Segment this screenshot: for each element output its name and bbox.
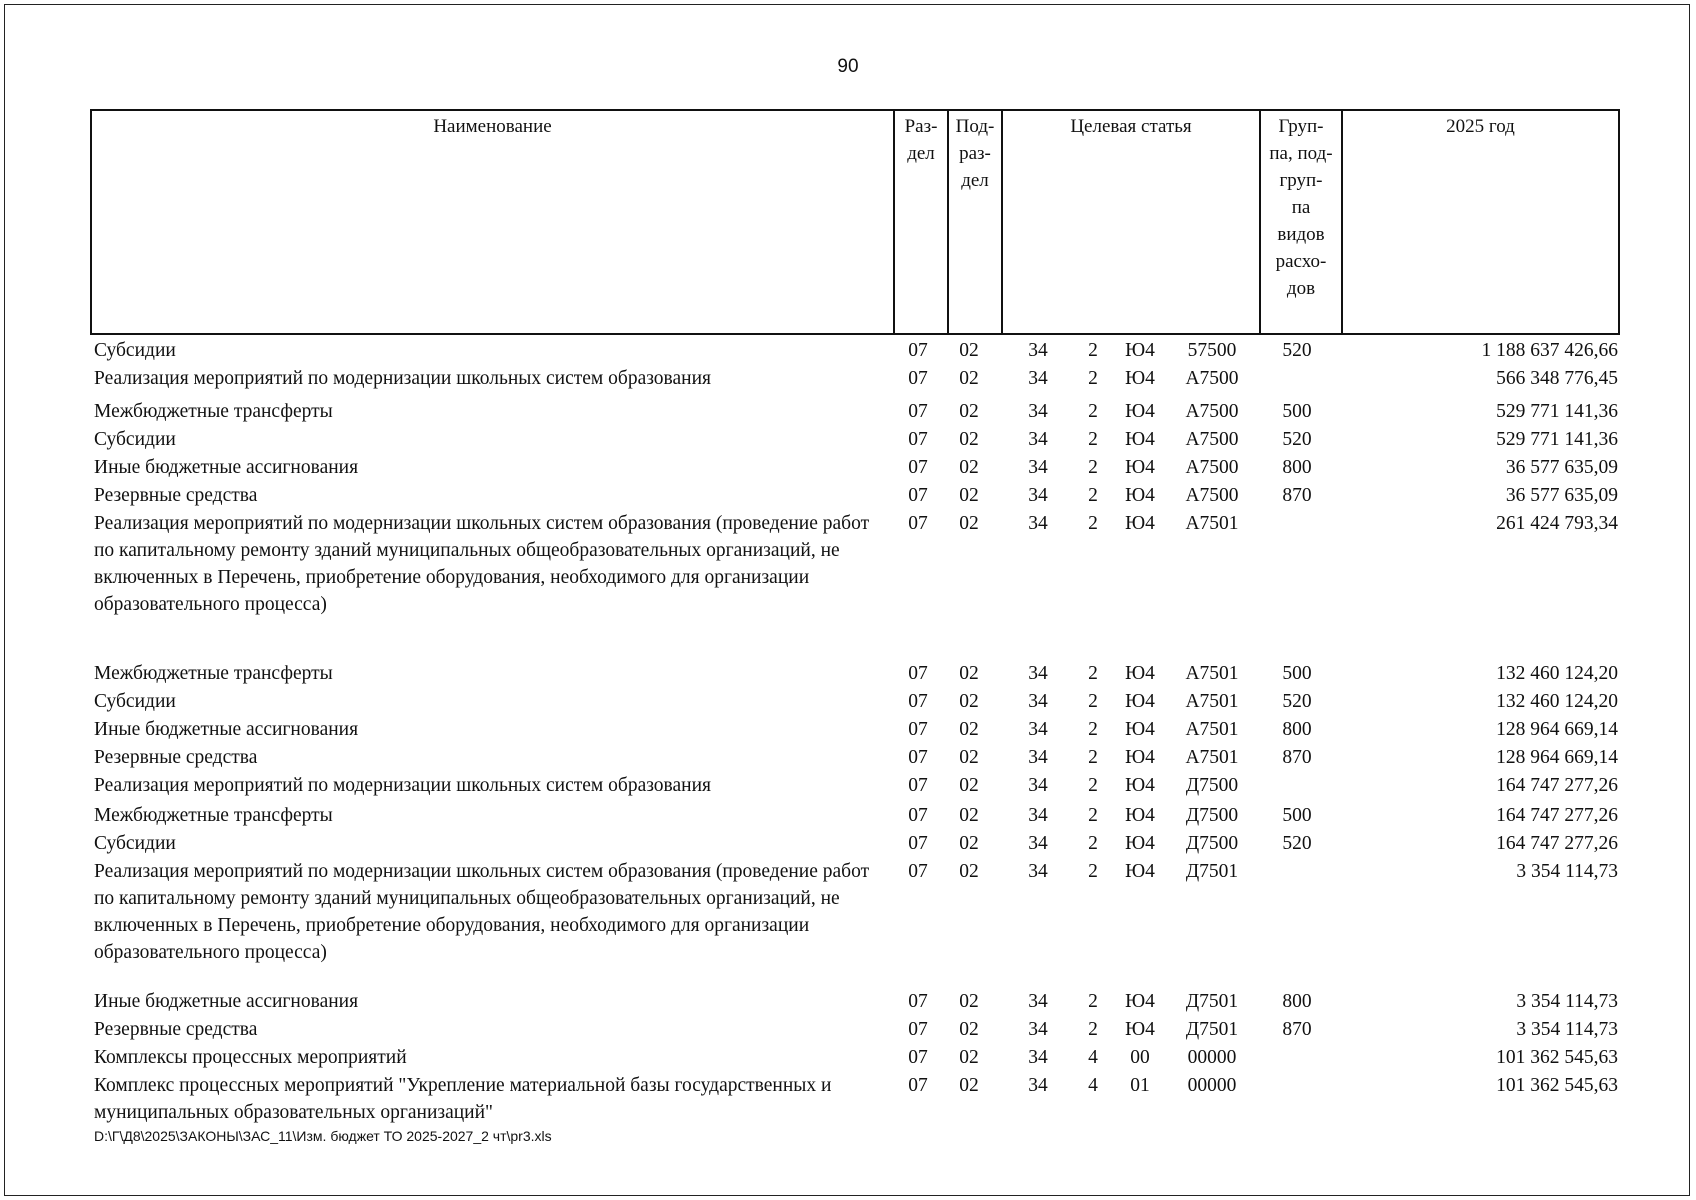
cell-d: 00000	[1187, 1047, 1237, 1068]
file-path: D:\Г\Д8\2025\ЗАКОНЫ\ЗАС_11\Изм. бюджет ТО 2025-2027_2 чт\pr3.xls	[94, 1128, 552, 1144]
cell-pr: 02	[959, 429, 979, 450]
cell-sum: 566 348 776,45	[1496, 368, 1618, 389]
cell-a: 34	[1028, 1075, 1048, 1096]
cell-rz: 07	[908, 368, 928, 389]
cell-rz: 07	[908, 401, 928, 422]
cell-name: Резервные средства	[94, 747, 258, 768]
cell-name: Межбюджетные трансферты	[94, 805, 333, 826]
cell-name: Иные бюджетные ассигнования	[94, 457, 359, 478]
cell-c: Ю4	[1125, 429, 1155, 450]
cell-name: Реализация мероприятий по модернизации школьных систем образования	[94, 775, 712, 796]
cell-d: А7500	[1185, 485, 1239, 506]
cell-rz: 07	[908, 1075, 928, 1096]
cell-pr: 02	[959, 513, 979, 534]
cell-sum: 3 354 114,73	[1516, 1019, 1618, 1040]
cell-d: А7500	[1185, 368, 1239, 389]
cell-c: Ю4	[1125, 775, 1155, 796]
page-number: 90	[837, 56, 859, 77]
cell-c: Ю4	[1125, 805, 1155, 826]
cell-rz: 07	[908, 513, 928, 534]
cell-sum: 164 747 277,26	[1496, 833, 1618, 854]
cell-d: Д7501	[1185, 861, 1239, 882]
cell-b: 2	[1088, 991, 1098, 1012]
cell-pr: 02	[959, 663, 979, 684]
cell-name: Комплексы процессных мероприятий	[94, 1047, 407, 1068]
cell-pr: 02	[959, 340, 979, 361]
cell-g: 520	[1282, 340, 1312, 361]
cell-sum: 132 460 124,20	[1496, 663, 1618, 684]
cell-rz: 07	[908, 719, 928, 740]
cell-g: 520	[1282, 429, 1312, 450]
cell-name: Реализация мероприятий по модернизации школьных систем образования	[94, 368, 712, 389]
cell-a: 34	[1028, 1047, 1048, 1068]
cell-name: Иные бюджетные ассигнования	[94, 719, 359, 740]
cell-d: А7500	[1185, 401, 1239, 422]
cell-name: Комплекс процессных мероприятий "Укрепление материальной базы государственных и муниципальных образовательных организаций"	[94, 1075, 832, 1123]
cell-pr: 02	[959, 861, 979, 882]
cell-rz: 07	[908, 833, 928, 854]
cell-name: Резервные средства	[94, 485, 258, 506]
cell-pr: 02	[959, 485, 979, 506]
cell-rz: 07	[908, 747, 928, 768]
cell-pr: 02	[959, 833, 979, 854]
cell-g: 500	[1282, 663, 1312, 684]
cell-name: Реализация мероприятий по модернизации школьных систем образования (проведение работ по капитальному ремонту зданий муниципальных общеобразовательных организаций, не включенных в Перечень, приобретение оборудования, необходимого для организации образовательного процесса)	[94, 861, 870, 963]
cell-c: Ю4	[1125, 340, 1155, 361]
cell-b: 2	[1088, 747, 1098, 768]
cell-d: А7500	[1185, 429, 1239, 450]
cell-pr: 02	[959, 401, 979, 422]
cell-a: 34	[1028, 1019, 1048, 1040]
cell-name: Субсидии	[94, 691, 176, 712]
cell-b: 2	[1088, 401, 1098, 422]
cell-a: 34	[1028, 340, 1048, 361]
cell-rz: 07	[908, 775, 928, 796]
cell-c: Ю4	[1125, 833, 1155, 854]
cell-c: Ю4	[1125, 513, 1155, 534]
cell-a: 34	[1028, 368, 1048, 389]
cell-d: 57500	[1187, 340, 1237, 361]
cell-c: Ю4	[1125, 368, 1155, 389]
cell-b: 2	[1088, 719, 1098, 740]
cell-d: 00000	[1187, 1075, 1237, 1096]
cell-rz: 07	[908, 485, 928, 506]
cell-b: 2	[1088, 340, 1098, 361]
cell-g: 500	[1282, 805, 1312, 826]
cell-g: 800	[1282, 719, 1312, 740]
header-podrazdel: Под- раз- дел	[949, 111, 1003, 333]
header-name: Наименование	[92, 111, 895, 333]
cell-g: 870	[1282, 485, 1312, 506]
cell-a: 34	[1028, 429, 1048, 450]
header-year: 2025 год	[1446, 116, 1515, 137]
cell-b: 2	[1088, 833, 1098, 854]
cell-a: 34	[1028, 457, 1048, 478]
cell-c: Ю4	[1125, 747, 1155, 768]
cell-a: 34	[1028, 833, 1048, 854]
cell-b: 2	[1088, 775, 1098, 796]
cell-a: 34	[1028, 719, 1048, 740]
cell-sum: 3 354 114,73	[1516, 991, 1618, 1012]
cell-g: 520	[1282, 691, 1312, 712]
cell-sum: 101 362 545,63	[1496, 1075, 1618, 1096]
cell-a: 34	[1028, 513, 1048, 534]
cell-name: Субсидии	[94, 833, 176, 854]
cell-rz: 07	[908, 805, 928, 826]
cell-pr: 02	[959, 805, 979, 826]
cell-c: Ю4	[1125, 485, 1155, 506]
cell-name: Межбюджетные трансферты	[94, 663, 333, 684]
table-header	[90, 109, 1620, 335]
cell-a: 34	[1028, 401, 1048, 422]
cell-sum: 132 460 124,20	[1496, 691, 1618, 712]
cell-rz: 07	[908, 691, 928, 712]
cell-g: 800	[1282, 457, 1312, 478]
cell-d: А7501	[1185, 719, 1239, 740]
cell-b: 2	[1088, 805, 1098, 826]
cell-name: Субсидии	[94, 429, 176, 450]
cell-a: 34	[1028, 747, 1048, 768]
cell-b: 2	[1088, 663, 1098, 684]
cell-sum: 164 747 277,26	[1496, 775, 1618, 796]
cell-name: Реализация мероприятий по модернизации школьных систем образования (проведение работ по капитальному ремонту зданий муниципальных общеобразовательных организаций, не включенных в Перечень, приобретение оборудования, необходимого для организации образовательного процесса)	[94, 513, 870, 615]
cell-c: Ю4	[1125, 457, 1155, 478]
cell-b: 4	[1088, 1075, 1098, 1096]
cell-sum: 164 747 277,26	[1496, 805, 1618, 826]
cell-c: Ю4	[1125, 861, 1155, 882]
cell-c: Ю4	[1125, 991, 1155, 1012]
cell-rz: 07	[908, 457, 928, 478]
cell-rz: 07	[908, 340, 928, 361]
cell-c: Ю4	[1125, 719, 1155, 740]
cell-sum: 128 964 669,14	[1496, 747, 1618, 768]
header-group: Груп- па, под- груп- па видов расхо- дов	[1261, 111, 1343, 333]
cell-pr: 02	[959, 368, 979, 389]
cell-d: Д7501	[1185, 991, 1239, 1012]
cell-a: 34	[1028, 485, 1048, 506]
cell-rz: 07	[908, 1019, 928, 1040]
cell-b: 2	[1088, 1019, 1098, 1040]
cell-d: Д7501	[1185, 1019, 1239, 1040]
cell-name: Иные бюджетные ассигнования	[94, 991, 359, 1012]
cell-pr: 02	[959, 991, 979, 1012]
cell-b: 2	[1088, 485, 1098, 506]
cell-pr: 02	[959, 775, 979, 796]
cell-rz: 07	[908, 861, 928, 882]
cell-a: 34	[1028, 861, 1048, 882]
cell-g: 870	[1282, 747, 1312, 768]
cell-c: Ю4	[1125, 663, 1155, 684]
cell-sum: 529 771 141,36	[1496, 401, 1618, 422]
cell-b: 2	[1088, 368, 1098, 389]
cell-a: 34	[1028, 991, 1048, 1012]
cell-pr: 02	[959, 1047, 979, 1068]
cell-pr: 02	[959, 1075, 979, 1096]
cell-c: Ю4	[1125, 1019, 1155, 1040]
cell-a: 34	[1028, 805, 1048, 826]
cell-sum: 101 362 545,63	[1496, 1047, 1618, 1068]
cell-name: Межбюджетные трансферты	[94, 401, 333, 422]
cell-name: Резервные средства	[94, 1019, 258, 1040]
cell-d: Д7500	[1185, 833, 1239, 854]
cell-sum: 3 354 114,73	[1516, 861, 1618, 882]
cell-sum: 529 771 141,36	[1496, 429, 1618, 450]
cell-pr: 02	[959, 457, 979, 478]
cell-a: 34	[1028, 691, 1048, 712]
cell-pr: 02	[959, 691, 979, 712]
cell-c: 00	[1130, 1047, 1150, 1068]
cell-c: Ю4	[1125, 401, 1155, 422]
cell-sum: 1 188 637 426,66	[1481, 340, 1618, 361]
cell-b: 4	[1088, 1047, 1098, 1068]
cell-rz: 07	[908, 663, 928, 684]
cell-sum: 261 424 793,34	[1496, 513, 1618, 534]
cell-d: А7500	[1185, 457, 1239, 478]
cell-d: Д7500	[1185, 775, 1239, 796]
header-target: Целевая статья	[1003, 111, 1261, 333]
cell-d: Д7500	[1185, 805, 1239, 826]
cell-rz: 07	[908, 991, 928, 1012]
cell-pr: 02	[959, 747, 979, 768]
cell-b: 2	[1088, 691, 1098, 712]
cell-g: 800	[1282, 991, 1312, 1012]
cell-b: 2	[1088, 457, 1098, 478]
cell-name: Субсидии	[94, 340, 176, 361]
header-razdel: Раз- дел	[895, 111, 949, 333]
cell-sum: 36 577 635,09	[1505, 485, 1618, 506]
cell-d: А7501	[1185, 663, 1239, 684]
cell-d: А7501	[1185, 691, 1239, 712]
cell-sum: 128 964 669,14	[1496, 719, 1618, 740]
cell-b: 2	[1088, 513, 1098, 534]
cell-c: 01	[1130, 1075, 1150, 1096]
cell-g: 870	[1282, 1019, 1312, 1040]
cell-a: 34	[1028, 663, 1048, 684]
cell-rz: 07	[908, 429, 928, 450]
cell-rz: 07	[908, 1047, 928, 1068]
cell-b: 2	[1088, 429, 1098, 450]
cell-a: 34	[1028, 775, 1048, 796]
cell-d: А7501	[1185, 747, 1239, 768]
cell-g: 520	[1282, 833, 1312, 854]
cell-c: Ю4	[1125, 691, 1155, 712]
cell-pr: 02	[959, 719, 979, 740]
cell-b: 2	[1088, 861, 1098, 882]
cell-pr: 02	[959, 1019, 979, 1040]
cell-d: А7501	[1185, 513, 1239, 534]
cell-g: 500	[1282, 401, 1312, 422]
cell-sum: 36 577 635,09	[1505, 457, 1618, 478]
